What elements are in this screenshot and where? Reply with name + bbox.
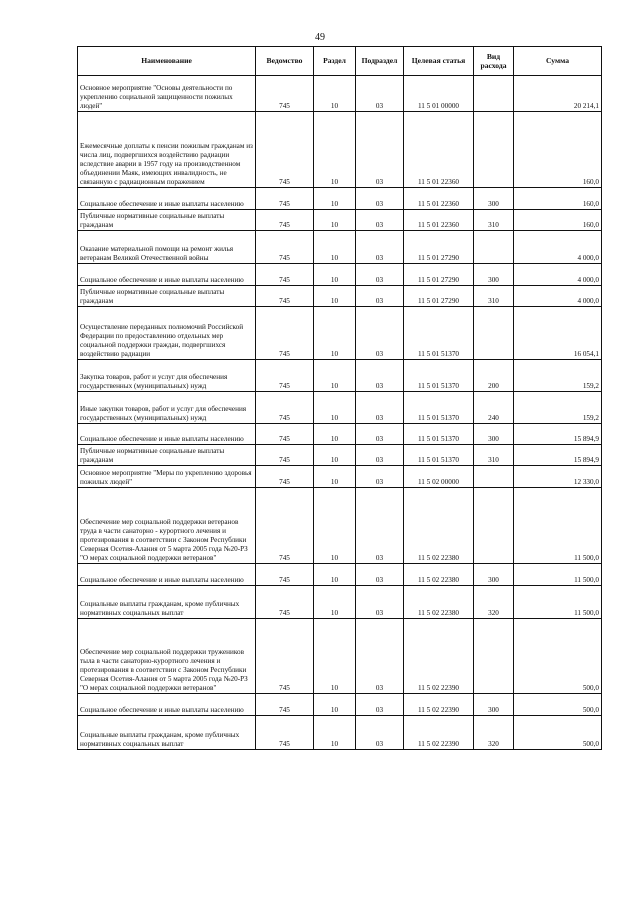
row-section: 10 (314, 307, 356, 360)
row-target: 11 5 01 51370 (404, 360, 474, 392)
row-amount: 160,0 (514, 210, 602, 231)
row-department: 745 (256, 488, 314, 564)
row-target: 11 5 01 51370 (404, 307, 474, 360)
row-section: 10 (314, 76, 356, 112)
row-subsection: 03 (356, 264, 404, 286)
table-row (78, 188, 602, 210)
row-expense-type: 300 (474, 564, 514, 586)
row-amount: 15 894,9 (514, 445, 602, 466)
row-target: 11 5 01 27290 (404, 264, 474, 286)
header-department: Ведомство (256, 47, 314, 76)
row-amount: 20 214,1 (514, 76, 602, 112)
row-department: 745 (256, 694, 314, 716)
row-name: Обеспечение мер социальной поддержки ветеранов труда в части санаторно - курортного лечения и протезирования в соответствии с Законом Республики Северная Осетия-Алания от 5 марта 2005 года №20-РЗ "О мерах социальной поддержки ветеранов" (78, 488, 256, 564)
header-section: Раздел (314, 47, 356, 76)
row-section: 10 (314, 188, 356, 210)
table-row (78, 392, 602, 424)
row-amount: 160,0 (514, 188, 602, 210)
row-name: Социальное обеспечение и иные выплаты населению (78, 188, 256, 210)
row-section: 10 (314, 360, 356, 392)
header-subsection: Подраздел (356, 47, 404, 76)
row-name: Основное мероприятие "Основы деятельности по укреплению социальной защищенности пожилых людей" (78, 76, 256, 112)
row-name: Социальное обеспечение и иные выплаты населению (78, 694, 256, 716)
row-name: Публичные нормативные социальные выплаты гражданам (78, 210, 256, 231)
row-name: Публичные нормативные социальные выплаты гражданам (78, 286, 256, 307)
header-amount: Сумма (514, 47, 602, 76)
table-row (78, 445, 602, 466)
row-section: 10 (314, 716, 356, 750)
row-name: Оказание материальной помощи на ремонт жилья ветеранам Великой Отечественной войны (78, 231, 256, 264)
row-department: 745 (256, 716, 314, 750)
row-name: Иные закупки товаров, работ и услуг для обеспечения государственных (муниципальных) нужд (78, 392, 256, 424)
row-target: 11 5 02 22390 (404, 694, 474, 716)
row-section: 10 (314, 231, 356, 264)
row-section: 10 (314, 286, 356, 307)
row-section: 10 (314, 488, 356, 564)
row-amount: 11 500,0 (514, 488, 602, 564)
row-department: 745 (256, 286, 314, 307)
row-subsection: 03 (356, 360, 404, 392)
row-department: 745 (256, 264, 314, 286)
budget-table (77, 46, 602, 750)
row-subsection: 03 (356, 307, 404, 360)
page-number: 49 (315, 32, 325, 43)
row-department: 745 (256, 360, 314, 392)
row-subsection: 03 (356, 231, 404, 264)
table-row (78, 694, 602, 716)
row-name: Закупка товаров, работ и услуг для обеспечения государственных (муниципальных) нужд (78, 360, 256, 392)
table-row (78, 466, 602, 488)
row-subsection: 03 (356, 445, 404, 466)
row-section: 10 (314, 264, 356, 286)
row-name: Осуществление переданных полномочий Российской Федерации по предоставлению отдельных мер социальной поддержки граждан, подвергшихся воздействию радиации (78, 307, 256, 360)
table-row (78, 586, 602, 619)
row-department: 745 (256, 619, 314, 694)
row-expense-type: 320 (474, 586, 514, 619)
row-subsection: 03 (356, 286, 404, 307)
row-amount: 11 500,0 (514, 586, 602, 619)
row-department: 745 (256, 466, 314, 488)
row-expense-type: 320 (474, 716, 514, 750)
row-amount: 500,0 (514, 619, 602, 694)
table-row (78, 210, 602, 231)
row-target: 11 5 01 22360 (404, 210, 474, 231)
row-section: 10 (314, 586, 356, 619)
row-target: 11 5 02 22390 (404, 716, 474, 750)
row-amount: 159,2 (514, 392, 602, 424)
row-target: 11 5 01 22360 (404, 188, 474, 210)
row-expense-type: 300 (474, 694, 514, 716)
row-name: Основное мероприятие "Меры по укреплению здоровья пожилых людей" (78, 466, 256, 488)
table-row (78, 76, 602, 112)
row-amount: 500,0 (514, 716, 602, 750)
row-department: 745 (256, 307, 314, 360)
row-expense-type: 300 (474, 188, 514, 210)
row-name: Социальные выплаты гражданам, кроме публичных нормативных социальных выплат (78, 716, 256, 750)
row-section: 10 (314, 445, 356, 466)
table-row (78, 488, 602, 564)
row-name: Социальные выплаты гражданам, кроме публичных нормативных социальных выплат (78, 586, 256, 619)
table-row (78, 286, 602, 307)
row-department: 745 (256, 424, 314, 445)
row-section: 10 (314, 392, 356, 424)
row-subsection: 03 (356, 210, 404, 231)
row-target: 11 5 01 00000 (404, 76, 474, 112)
row-expense-type (474, 619, 514, 694)
row-target: 11 5 02 22380 (404, 564, 474, 586)
row-target: 11 5 02 22380 (404, 488, 474, 564)
row-department: 745 (256, 564, 314, 586)
row-expense-type (474, 76, 514, 112)
table-row (78, 619, 602, 694)
table-row (78, 307, 602, 360)
table-row (78, 112, 602, 188)
row-name: Ежемесячные доплаты к пенсии пожилым гражданам из числа лиц, подвергшихся воздействию радиации вследствие аварии в 1957 году на производственном объединении Маяк, имеющих инвалидность, не связанную с радиационным поражением (78, 112, 256, 188)
row-department: 745 (256, 210, 314, 231)
row-expense-type: 310 (474, 210, 514, 231)
row-target: 11 5 01 51370 (404, 424, 474, 445)
row-amount: 11 500,0 (514, 564, 602, 586)
header-expense-type: Вид расхода (474, 47, 514, 76)
row-section: 10 (314, 564, 356, 586)
table-row (78, 424, 602, 445)
row-subsection: 03 (356, 586, 404, 619)
row-section: 10 (314, 694, 356, 716)
row-name: Социальное обеспечение и иные выплаты населению (78, 564, 256, 586)
row-amount: 16 054,1 (514, 307, 602, 360)
row-name: Публичные нормативные социальные выплаты гражданам (78, 445, 256, 466)
row-expense-type: 310 (474, 286, 514, 307)
header-name: Наименование (78, 47, 256, 76)
row-department: 745 (256, 586, 314, 619)
row-amount: 4 000,0 (514, 286, 602, 307)
row-amount: 4 000,0 (514, 231, 602, 264)
row-target: 11 5 01 51370 (404, 445, 474, 466)
row-department: 745 (256, 112, 314, 188)
row-target: 11 5 01 22360 (404, 112, 474, 188)
row-name: Социальное обеспечение и иные выплаты населению (78, 264, 256, 286)
row-section: 10 (314, 466, 356, 488)
row-department: 745 (256, 392, 314, 424)
row-target: 11 5 01 51370 (404, 392, 474, 424)
table-row (78, 716, 602, 750)
row-name: Обеспечение мер социальной поддержки тружеников тыла в части санаторно-курортного лечения и протезирования в соответствии с Законом Республики Северная Осетия-Алания от 5 марта 2005 года №20-РЗ "О мерах социальной поддержки ветеранов" (78, 619, 256, 694)
row-subsection: 03 (356, 564, 404, 586)
row-subsection: 03 (356, 392, 404, 424)
row-expense-type (474, 466, 514, 488)
row-subsection: 03 (356, 112, 404, 188)
row-amount: 12 330,0 (514, 466, 602, 488)
row-section: 10 (314, 112, 356, 188)
header-target: Целевая статья (404, 47, 474, 76)
table-row (78, 564, 602, 586)
row-target: 11 5 02 22380 (404, 586, 474, 619)
table-row (78, 231, 602, 264)
table-row (78, 360, 602, 392)
row-expense-type: 310 (474, 445, 514, 466)
row-subsection: 03 (356, 619, 404, 694)
row-department: 745 (256, 188, 314, 210)
row-name: Социальное обеспечение и иные выплаты населению (78, 424, 256, 445)
row-amount: 15 894,9 (514, 424, 602, 445)
row-subsection: 03 (356, 188, 404, 210)
row-subsection: 03 (356, 694, 404, 716)
row-expense-type: 300 (474, 264, 514, 286)
row-section: 10 (314, 424, 356, 445)
row-section: 10 (314, 210, 356, 231)
row-subsection: 03 (356, 716, 404, 750)
row-expense-type: 200 (474, 360, 514, 392)
row-expense-type: 240 (474, 392, 514, 424)
row-department: 745 (256, 76, 314, 112)
row-subsection: 03 (356, 488, 404, 564)
row-amount: 4 000,0 (514, 264, 602, 286)
table-header-row (78, 47, 602, 76)
row-section: 10 (314, 619, 356, 694)
row-subsection: 03 (356, 424, 404, 445)
table-row (78, 264, 602, 286)
row-department: 745 (256, 445, 314, 466)
row-amount: 500,0 (514, 694, 602, 716)
row-amount: 160,0 (514, 112, 602, 188)
row-expense-type (474, 307, 514, 360)
row-expense-type (474, 231, 514, 264)
row-target: 11 5 02 22390 (404, 619, 474, 694)
row-target: 11 5 01 27290 (404, 286, 474, 307)
row-amount: 159,2 (514, 360, 602, 392)
row-subsection: 03 (356, 76, 404, 112)
row-department: 745 (256, 231, 314, 264)
row-expense-type: 300 (474, 424, 514, 445)
row-expense-type (474, 488, 514, 564)
row-target: 11 5 02 00000 (404, 466, 474, 488)
row-target: 11 5 01 27290 (404, 231, 474, 264)
row-subsection: 03 (356, 466, 404, 488)
row-expense-type (474, 112, 514, 188)
